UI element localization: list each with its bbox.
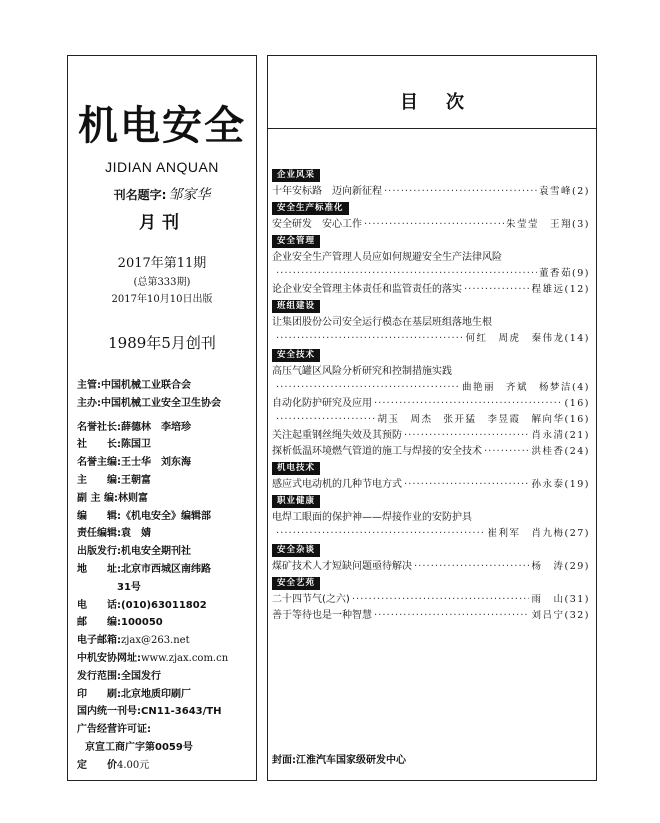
article-author-page: 雨 山(31) bbox=[531, 594, 590, 605]
leader-dots bbox=[384, 184, 537, 200]
article-author-page: 董香茹(9) bbox=[539, 268, 590, 279]
info-label: 出版发行: bbox=[77, 546, 121, 558]
article-author-page: 肖永清(21) bbox=[531, 430, 590, 441]
issue-number: 2017年第11期 bbox=[117, 256, 207, 271]
info-value: 袁 婧 bbox=[121, 528, 151, 540]
info-label: 名誉社长: bbox=[77, 421, 121, 433]
toc-author-line[interactable] bbox=[272, 266, 590, 282]
info-label: 名誉主编: bbox=[77, 457, 121, 469]
article-author-page: 杨 涛(29) bbox=[531, 561, 590, 572]
info-label: 邮 编: bbox=[77, 617, 121, 629]
info-value: 王朝富 bbox=[121, 474, 151, 486]
info-row bbox=[77, 686, 255, 704]
info-value: 中国机械工业联合会 bbox=[101, 380, 191, 391]
info-row bbox=[77, 454, 255, 472]
article-title: 探析低温环境燃气管道的施工与焊接的安全技术 bbox=[272, 446, 482, 457]
toc-section-label: 班组建设 bbox=[272, 300, 320, 313]
article-author-page: 袁雪峰(2) bbox=[539, 186, 590, 197]
leader-dots bbox=[414, 559, 529, 575]
info-row bbox=[77, 508, 255, 526]
cover-caption: 封面:江淮汽车国家级研发中心 bbox=[272, 755, 406, 766]
article-author-page: 崔利军 肖九梅(27) bbox=[487, 528, 590, 539]
info-label: 责任编辑: bbox=[77, 528, 121, 540]
info-row bbox=[77, 703, 255, 721]
toc-author-line[interactable] bbox=[272, 412, 590, 428]
article-author-page: 曲艳丽 齐斌 杨梦洁(4) bbox=[462, 382, 590, 393]
info-label: 主办: bbox=[77, 397, 101, 409]
article-title: 煤矿技术人才短缺问题亟待解决 bbox=[272, 561, 412, 572]
article-author-page: 胡玉 周杰 张开猛 李昱霞 解向华(16) bbox=[377, 414, 590, 425]
info-row bbox=[77, 561, 255, 579]
article-author-page: 程雄远(12) bbox=[531, 284, 590, 295]
info-label: 中机安协网址: bbox=[77, 652, 141, 664]
toc-heading: 目次 bbox=[400, 92, 492, 113]
article-title: 企业安全生产管理人员应如何规避安全生产法律风险 bbox=[272, 252, 502, 263]
leader-dots bbox=[364, 217, 504, 233]
article-title: 安全研发 安心工作 bbox=[272, 219, 362, 230]
publisher-info bbox=[77, 377, 255, 775]
article-title: 关注起重钢丝绳失效及其预防 bbox=[272, 430, 402, 441]
info-row bbox=[77, 597, 255, 615]
info-value: 全国发行 bbox=[121, 670, 161, 682]
info-value: 《机电安全》编辑部 bbox=[121, 510, 211, 522]
toc-author-line[interactable] bbox=[272, 331, 590, 347]
info-row bbox=[77, 395, 255, 413]
toc-section-label: 企业风采 bbox=[272, 169, 320, 182]
info-value: 王士华 刘东海 bbox=[121, 457, 191, 469]
info-row bbox=[77, 757, 255, 775]
title-inscription bbox=[68, 184, 256, 204]
toc-section-label: 安全管理 bbox=[272, 235, 320, 248]
toc-section-label: 职业健康 bbox=[272, 495, 320, 508]
article-title: 论企业安全管理主体责任和监管责任的落实 bbox=[272, 284, 462, 295]
info-value: 机电安全期刊社 bbox=[121, 546, 191, 558]
info-value: www.zjax.com.cn bbox=[141, 652, 229, 664]
leader-dots bbox=[276, 266, 537, 282]
publication-frequency: 月刊 bbox=[139, 213, 185, 233]
masthead-panel bbox=[67, 55, 257, 781]
toc-divider bbox=[268, 128, 596, 129]
toc-article[interactable] bbox=[272, 608, 590, 624]
publication-date: 2017年10月10日出版 bbox=[111, 294, 213, 305]
info-value: 北京市西城区南纬路 bbox=[121, 563, 211, 575]
toc-article[interactable] bbox=[272, 559, 590, 575]
article-title: 自动化防护研究及应用 bbox=[272, 398, 372, 409]
info-value: CN11-3643/TH bbox=[141, 706, 222, 718]
toc-list bbox=[272, 167, 590, 624]
toc-article[interactable] bbox=[272, 510, 590, 526]
info-row bbox=[77, 490, 255, 508]
info-label: 副 主 编: bbox=[77, 492, 118, 504]
article-author-page: 孙永泰(19) bbox=[531, 479, 590, 490]
toc-article[interactable] bbox=[272, 184, 590, 200]
toc-section-label: 安全艺苑 bbox=[272, 577, 320, 590]
leader-dots bbox=[484, 444, 529, 460]
info-label: 社 长: bbox=[77, 439, 121, 451]
article-title: 十年安标路 迈向新征程 bbox=[272, 186, 382, 197]
info-value bbox=[151, 721, 255, 739]
info-label: 编 辑: bbox=[77, 510, 121, 522]
article-title: 电焊工眼面的保护神——焊接作业的安防护具 bbox=[272, 512, 472, 523]
leader-dots bbox=[404, 477, 529, 493]
info-value: zjax@263.net bbox=[121, 635, 190, 647]
info-value: 京宣工商广字第0059号 bbox=[85, 741, 193, 753]
info-label: 电子邮箱: bbox=[77, 635, 121, 647]
info-row bbox=[77, 668, 255, 686]
article-title: 让集团股份公司安全运行模态在基层班组落地生根 bbox=[272, 317, 492, 328]
info-value: (010)63011802 bbox=[121, 599, 207, 611]
info-row bbox=[77, 543, 255, 561]
article-title: 二十四节气(之六) bbox=[272, 594, 350, 605]
info-label: 印 刷: bbox=[77, 688, 121, 700]
article-title: 高压气罐区风险分析研究和控制措施实践 bbox=[272, 366, 452, 377]
leader-dots bbox=[464, 282, 529, 298]
article-author-page: 刘吕宁(32) bbox=[531, 610, 590, 621]
info-value: 31号 bbox=[117, 581, 141, 593]
info-row bbox=[77, 472, 255, 490]
article-title: 感应式电动机的几种节电方式 bbox=[272, 479, 402, 490]
leader-dots bbox=[276, 331, 463, 347]
toc-section-label: 安全生产标准化 bbox=[272, 202, 349, 215]
info-value: 北京地质印刷厂 bbox=[121, 688, 191, 700]
info-value: 薛德林 李培珍 bbox=[121, 421, 191, 433]
leader-dots bbox=[374, 608, 529, 624]
toc-section-label: 安全技术 bbox=[272, 349, 320, 362]
info-row bbox=[77, 650, 255, 668]
leader-dots bbox=[352, 592, 530, 608]
toc-author-line[interactable] bbox=[272, 526, 590, 542]
journal-pinyin: JIDIAN ANQUAN bbox=[105, 159, 219, 175]
toc-article[interactable] bbox=[272, 250, 590, 266]
info-label: 广告经营许可证: bbox=[77, 724, 151, 736]
toc-article[interactable] bbox=[272, 217, 590, 233]
info-row bbox=[77, 721, 255, 739]
toc-article[interactable] bbox=[272, 364, 590, 380]
inscription-signature: 邹家华 bbox=[168, 187, 211, 203]
article-title: 善于等待也是一种智慧 bbox=[272, 610, 372, 621]
founding-date: 1989年5月创刊 bbox=[108, 334, 216, 352]
toc-section-label: 安全杂谈 bbox=[272, 544, 320, 557]
info-label: 电 话: bbox=[77, 599, 121, 611]
leader-dots bbox=[404, 428, 529, 444]
info-value: 林则富 bbox=[117, 492, 148, 504]
leader-dots bbox=[374, 396, 562, 412]
info-label: 定 价 bbox=[77, 759, 117, 771]
toc-article[interactable] bbox=[272, 477, 590, 493]
info-row bbox=[77, 436, 255, 454]
info-value: 中国机械工业安全卫生协会 bbox=[101, 397, 221, 409]
toc-article[interactable] bbox=[272, 592, 590, 608]
toc-article[interactable] bbox=[272, 428, 590, 444]
info-row bbox=[77, 632, 255, 650]
toc-author-line[interactable] bbox=[272, 380, 590, 396]
info-label: 地 址: bbox=[77, 563, 121, 575]
info-row bbox=[77, 579, 255, 597]
info-row bbox=[77, 614, 255, 632]
leader-dots bbox=[276, 380, 460, 396]
toc-article[interactable] bbox=[272, 282, 590, 298]
total-issue-number: (总第333期) bbox=[133, 277, 191, 288]
article-author-page: 朱莹莹 王翔(3) bbox=[506, 219, 590, 230]
toc-article[interactable] bbox=[272, 396, 590, 412]
info-value: 100050 bbox=[121, 617, 163, 629]
info-label: 主管: bbox=[77, 380, 101, 391]
article-author-page: 洪桂香(24) bbox=[531, 446, 590, 457]
info-row bbox=[77, 419, 255, 437]
info-row bbox=[77, 377, 255, 395]
info-label: 发行范围: bbox=[77, 670, 121, 682]
toc-article[interactable] bbox=[272, 315, 590, 331]
journal-title: 机电安全 bbox=[78, 102, 246, 149]
info-row bbox=[77, 739, 255, 757]
inscription-label: 刊名题字: bbox=[113, 188, 167, 202]
toc-article[interactable] bbox=[272, 444, 590, 460]
leader-dots bbox=[276, 412, 375, 428]
article-author-page: (16) bbox=[564, 398, 590, 409]
info-label: 主 编: bbox=[77, 474, 121, 486]
info-value: 陈国卫 bbox=[121, 439, 151, 451]
info-row bbox=[77, 525, 255, 543]
table-of-contents-panel bbox=[267, 55, 597, 781]
leader-dots bbox=[276, 526, 485, 542]
info-value: 4.00元 bbox=[117, 759, 150, 771]
article-author-page: 何红 周虎 秦伟龙(14) bbox=[465, 333, 590, 344]
info-label: 国内统一刊号: bbox=[77, 706, 141, 718]
toc-section-label: 机电技术 bbox=[272, 462, 320, 475]
